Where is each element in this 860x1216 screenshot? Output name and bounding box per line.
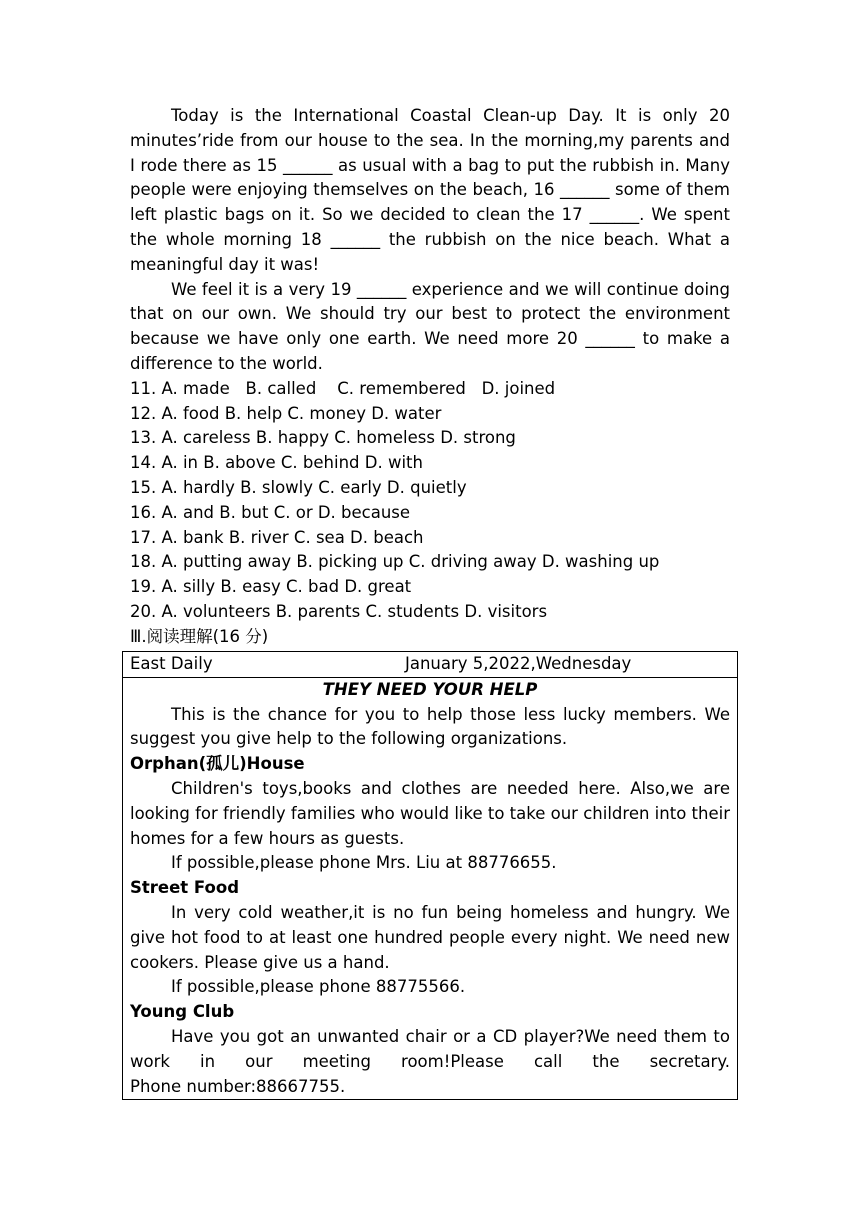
article-cell	[123, 677, 738, 1100]
question-item: 17. A. bank B. river C. sea D. beach	[130, 527, 424, 547]
issue-date: January 5,2022,Wednesday	[405, 654, 632, 673]
question-item: 19. A. silly B. easy C. bad D. great	[130, 577, 412, 597]
header-cell	[123, 652, 738, 678]
article-intro: This is the chance for you to help those less lucky members. We suggest you give help to the following organizations.	[130, 704, 730, 749]
newspaper-name: East Daily	[130, 654, 213, 673]
question-item: 13. A. careless B. happy C. homeless D. strong	[130, 428, 516, 448]
question-item: 14. A. in B. above C. behind D. with	[130, 453, 423, 473]
article-title: THEY NEED YOUR HELP	[322, 679, 538, 699]
org-contact-orphan-house: If possible,please phone Mrs. Liu at 88776655.	[171, 853, 557, 873]
question-item: 12. A. food B. help C. money D. water	[130, 403, 442, 423]
org-phone-young-club: Phone number:88667755.	[130, 1076, 346, 1096]
org-heading-young-club: Young Club	[130, 1002, 235, 1022]
question-item: 20. A. volunteers B. parents C. students D. visitors	[130, 601, 548, 621]
section-title: Ⅲ.阅读理解(16 分)	[130, 626, 269, 646]
org-text-orphan-house: Children's toys,books and clothes are needed here. Also,we are looking for friendly families who would like to take our children into their homes for a few hours as guests.	[130, 778, 730, 848]
question-item: 15. A. hardly B. slowly C. early D. quietly	[130, 477, 467, 497]
question-item: 11. A. made B. called C. remembered D. joined	[130, 378, 556, 398]
question-list	[130, 377, 730, 625]
cloze-paragraph-2: We feel it is a very 19 ______ experience and we will continue doing that on our own. We should try our best to protect the environment because we have only one earth. We need more 20 ______ to make a difference to the world.	[130, 279, 730, 373]
org-heading-street-food: Street Food	[130, 878, 240, 898]
org-text-street-food: In very cold weather,it is no fun being homeless and hungry. We give hot food to at least one hundred people every night. We need new cookers. Please give us a hand.	[130, 902, 730, 972]
org-contact-street-food: If possible,please phone 88775566.	[171, 977, 466, 997]
org-text-young-club: Have you got an unwanted chair or a CD player?We need them to work in our meeting room!Please call the secretary.	[130, 1026, 730, 1071]
cloze-section	[130, 104, 730, 650]
org-heading-orphan-house: Orphan(孤儿)House	[130, 754, 305, 774]
question-item: 18. A. putting away B. picking up C. driving away D. washing up	[130, 552, 660, 572]
question-item: 16. A. and B. but C. or D. because	[130, 502, 411, 522]
cloze-paragraph-1: Today is the International Coastal Clean-up Day. It is only 20 minutes’ride from our house to the sea. In the morning,my parents and I rode there as 15 ______ as usual with a bag to put the rubbish in. Many people were enjoying themselves on the beach, 16 ______ some of them left plastic bags on it. So we decided to clean the 17 ______. We spent the whole morning 18 ______ the rubbish on the nice beach. What a meaningful day it was!	[130, 106, 730, 274]
reading-passage-table	[122, 651, 738, 1100]
